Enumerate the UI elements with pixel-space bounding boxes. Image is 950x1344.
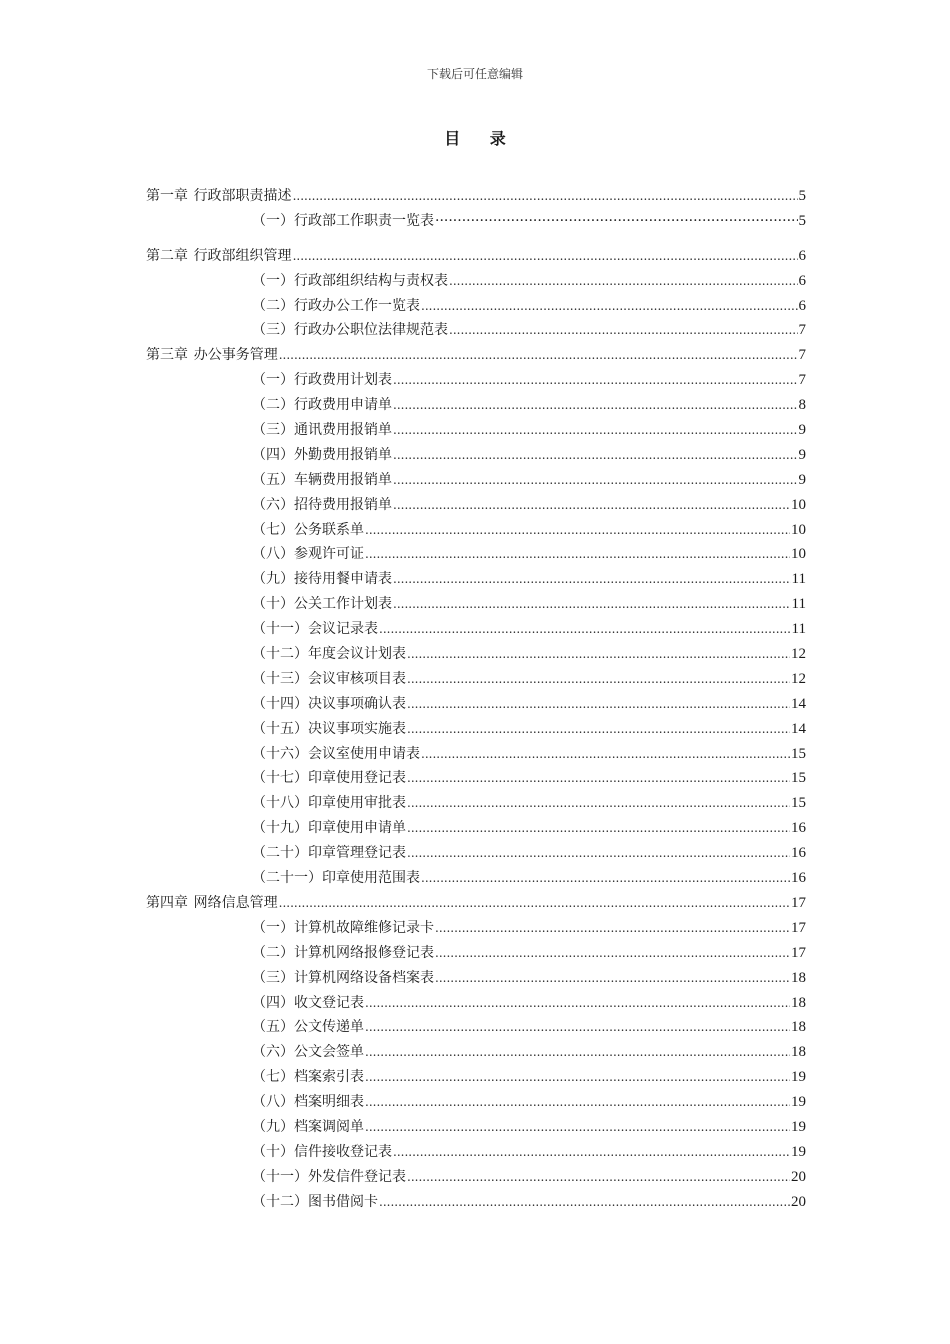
- toc-section-entry[interactable]: [146, 318, 806, 343]
- page-number: 19: [791, 1143, 806, 1160]
- page-number: 16: [791, 845, 806, 862]
- entry-title: （十）公关工作计划表: [252, 596, 392, 613]
- page-number: 18: [791, 994, 806, 1011]
- toc-section-entry[interactable]: [146, 966, 806, 991]
- entry-title: （十一）会议记录表: [252, 621, 378, 638]
- page-number: 11: [791, 571, 806, 588]
- entry-title: （七）档案索引表: [252, 1069, 364, 1086]
- toc-section-entry[interactable]: [146, 518, 806, 543]
- page-number: 9: [798, 446, 806, 463]
- dot-leader: [379, 617, 791, 642]
- page-number: 10: [791, 546, 806, 563]
- dot-leader: [421, 742, 790, 767]
- entry-title: （七）公务联系单: [252, 521, 364, 538]
- page-number: 7: [798, 347, 806, 364]
- entry-title: （十九）印章使用申请单: [252, 820, 406, 837]
- page-number: 5: [798, 188, 806, 204]
- toc-section-entry[interactable]: [146, 368, 806, 393]
- dot-leader: [365, 1015, 790, 1040]
- page-number: 8: [798, 397, 806, 414]
- entry-title: （二）行政办公工作一览表: [252, 297, 420, 314]
- page-number: 9: [798, 422, 806, 439]
- dot-leader: [365, 991, 790, 1016]
- dot-leader: [293, 184, 798, 209]
- dot-leader: [435, 209, 798, 234]
- entry-title: 网络信息管理: [193, 894, 278, 911]
- dot-leader: [393, 592, 791, 617]
- page-number: 6: [798, 297, 806, 314]
- page-number: 20: [791, 1193, 806, 1210]
- dot-leader: [293, 244, 798, 269]
- toc-section-entry[interactable]: [146, 941, 806, 966]
- entry-title: （六）招待费用报销单: [252, 496, 392, 513]
- page-number: 10: [791, 496, 806, 513]
- page-number: 16: [791, 870, 806, 887]
- page-number: 9: [798, 471, 806, 488]
- toc-section-entry[interactable]: [146, 1165, 806, 1190]
- dot-leader: [365, 1065, 790, 1090]
- toc-chapter-entry[interactable]: [146, 343, 806, 368]
- page-number: 7: [798, 372, 806, 389]
- dot-leader: [365, 1090, 790, 1115]
- entry-title: （八）档案明细表: [252, 1094, 364, 1111]
- dot-leader: [449, 269, 798, 294]
- dot-leader: [435, 916, 790, 941]
- download-note: 下载后可任意编辑: [426, 67, 523, 81]
- toc-section-entry[interactable]: [146, 269, 806, 294]
- entry-title: （二十）印章管理登记表: [252, 845, 406, 862]
- toc-section-entry[interactable]: [146, 567, 806, 592]
- toc-section-entry[interactable]: [146, 617, 806, 642]
- dot-leader: [435, 941, 790, 966]
- entry-title: （六）公文会签单: [252, 1044, 364, 1061]
- entry-title: （十七）印章使用登记表: [252, 770, 406, 787]
- entry-title: （十一）外发信件登记表: [252, 1168, 406, 1185]
- toc-section-entry[interactable]: [146, 791, 806, 816]
- dot-leader: [407, 766, 790, 791]
- toc-chapter-entry[interactable]: [146, 891, 806, 916]
- entry-title: 行政部组织管理: [193, 247, 292, 264]
- entry-title: （十二）年度会议计划表: [252, 646, 406, 663]
- page-number: 14: [791, 695, 806, 712]
- table-of-contents: [146, 184, 806, 1215]
- toc-section-entry[interactable]: [146, 294, 806, 319]
- dot-leader: [365, 518, 790, 543]
- entry-title: （二十一）印章使用范围表: [252, 870, 420, 887]
- dot-leader: [279, 343, 798, 368]
- entry-title: （十三）会议审核项目表: [252, 670, 406, 687]
- page-number: 18: [791, 1044, 806, 1061]
- toc-section-entry[interactable]: [146, 393, 806, 418]
- entry-title: （一）行政费用计划表: [252, 372, 392, 389]
- toc-chapter-entry[interactable]: [146, 244, 806, 269]
- toc-section-entry[interactable]: [146, 1115, 806, 1140]
- toc-section-entry[interactable]: [146, 742, 806, 767]
- dot-leader: [393, 418, 798, 443]
- dot-leader: [393, 393, 798, 418]
- entry-title: （四）外勤费用报销单: [252, 446, 392, 463]
- toc-title: 目 录: [444, 129, 518, 148]
- dot-leader: [393, 443, 798, 468]
- page-number: 15: [791, 795, 806, 812]
- page-number: 12: [791, 670, 806, 687]
- entry-title: （十）信件接收登记表: [252, 1143, 392, 1160]
- dot-leader: [435, 966, 790, 991]
- page-number: 18: [791, 1019, 806, 1036]
- toc-section-entry[interactable]: [146, 916, 806, 941]
- page-number: 14: [791, 720, 806, 737]
- page-number: 15: [791, 745, 806, 762]
- page-number: 10: [791, 521, 806, 538]
- entry-title: （八）参观许可证: [252, 546, 364, 563]
- page-number: 16: [791, 820, 806, 837]
- toc-section-entry[interactable]: [146, 542, 806, 567]
- page-number: 6: [798, 247, 806, 264]
- toc-section-entry[interactable]: [146, 1015, 806, 1040]
- dot-leader: [393, 1140, 790, 1165]
- entry-title: （三）行政办公职位法律规范表: [252, 322, 448, 339]
- page-number: 11: [791, 621, 806, 638]
- toc-section-entry[interactable]: [146, 642, 806, 667]
- dot-leader: [421, 866, 790, 891]
- dot-leader: [407, 791, 790, 816]
- page-number: 7: [798, 322, 806, 339]
- page-number: 5: [798, 212, 806, 229]
- entry-title: （九）档案调阅单: [252, 1118, 364, 1135]
- dot-leader: [393, 468, 798, 493]
- page-number: 11: [791, 596, 806, 613]
- page-number: 17: [791, 919, 806, 936]
- toc-section-entry[interactable]: [146, 866, 806, 891]
- toc-section-entry[interactable]: [146, 816, 806, 841]
- toc-section-entry[interactable]: [146, 1140, 806, 1165]
- dot-leader: [365, 1115, 790, 1140]
- dot-leader: [421, 294, 798, 319]
- entry-title: （二）行政费用申请单: [252, 397, 392, 414]
- dot-leader: [449, 318, 798, 343]
- entry-title: （三）通讯费用报销单: [252, 422, 392, 439]
- toc-section-entry[interactable]: [146, 418, 806, 443]
- dot-leader: [279, 891, 790, 916]
- page-number: 18: [791, 969, 806, 986]
- dot-leader: [407, 816, 790, 841]
- entry-title: （九）接待用餐申请表: [252, 571, 392, 588]
- toc-section-entry[interactable]: [146, 468, 806, 493]
- toc-section-entry[interactable]: [146, 692, 806, 717]
- dot-leader: [365, 1040, 790, 1065]
- entry-title: （五）车辆费用报销单: [252, 471, 392, 488]
- toc-section-entry[interactable]: [146, 1090, 806, 1115]
- dot-leader: [379, 1190, 790, 1215]
- entry-title: （十四）决议事项确认表: [252, 695, 406, 712]
- entry-title: （十六）会议室使用申请表: [252, 745, 420, 762]
- page-number: 17: [791, 894, 806, 911]
- toc-section-entry[interactable]: [146, 766, 806, 791]
- entry-title: （一）行政部工作职责一览表: [252, 212, 434, 229]
- chapter-number: 第四章: [146, 894, 188, 911]
- chapter-number: 第二章: [146, 247, 188, 264]
- toc-section-entry[interactable]: [146, 667, 806, 692]
- page-number: 15: [791, 770, 806, 787]
- page-number: 19: [791, 1069, 806, 1086]
- entry-title: （一）计算机故障维修记录卡: [252, 919, 434, 936]
- dot-leader: [407, 692, 790, 717]
- entry-title: （十五）决议事项实施表: [252, 720, 406, 737]
- page-number: 17: [791, 944, 806, 961]
- entry-title: 行政部职责描述: [193, 188, 292, 204]
- dot-leader: [393, 368, 798, 393]
- toc-section-entry[interactable]: [146, 1040, 806, 1065]
- page-number: 19: [791, 1094, 806, 1111]
- page-number: 19: [791, 1118, 806, 1135]
- dot-leader: [407, 717, 790, 742]
- dot-leader: [407, 841, 790, 866]
- page-number: 12: [791, 646, 806, 663]
- entry-title: （四）收文登记表: [252, 994, 364, 1011]
- toc-section-entry[interactable]: [146, 209, 806, 234]
- dot-leader: [407, 667, 790, 692]
- toc-section-entry[interactable]: [146, 493, 806, 518]
- toc-section-entry[interactable]: [146, 717, 806, 742]
- entry-title: （十二）图书借阅卡: [252, 1193, 378, 1210]
- toc-section-entry[interactable]: [146, 592, 806, 617]
- chapter-number: 第一章: [146, 188, 188, 204]
- entry-title: 办公事务管理: [193, 347, 278, 364]
- entry-title: （十八）印章使用审批表: [252, 795, 406, 812]
- page-number: 6: [798, 272, 806, 289]
- toc-section-entry[interactable]: [146, 1065, 806, 1090]
- dot-leader: [393, 567, 791, 592]
- dot-leader: [407, 1165, 790, 1190]
- entry-title: （二）计算机网络报修登记表: [252, 944, 434, 961]
- chapter-number: 第三章: [146, 347, 188, 364]
- entry-title: （三）计算机网络设备档案表: [252, 969, 434, 986]
- entry-title: （一）行政部组织结构与责权表: [252, 272, 448, 289]
- toc-section-entry[interactable]: [146, 1190, 806, 1215]
- dot-leader: [365, 542, 790, 567]
- dot-leader: [407, 642, 790, 667]
- toc-section-entry[interactable]: [146, 443, 806, 468]
- entry-title: （五）公文传递单: [252, 1019, 364, 1036]
- toc-section-entry[interactable]: [146, 841, 806, 866]
- page-number: 20: [791, 1168, 806, 1185]
- toc-chapter-entry[interactable]: [146, 184, 806, 209]
- dot-leader: [393, 493, 790, 518]
- toc-section-entry[interactable]: [146, 991, 806, 1016]
